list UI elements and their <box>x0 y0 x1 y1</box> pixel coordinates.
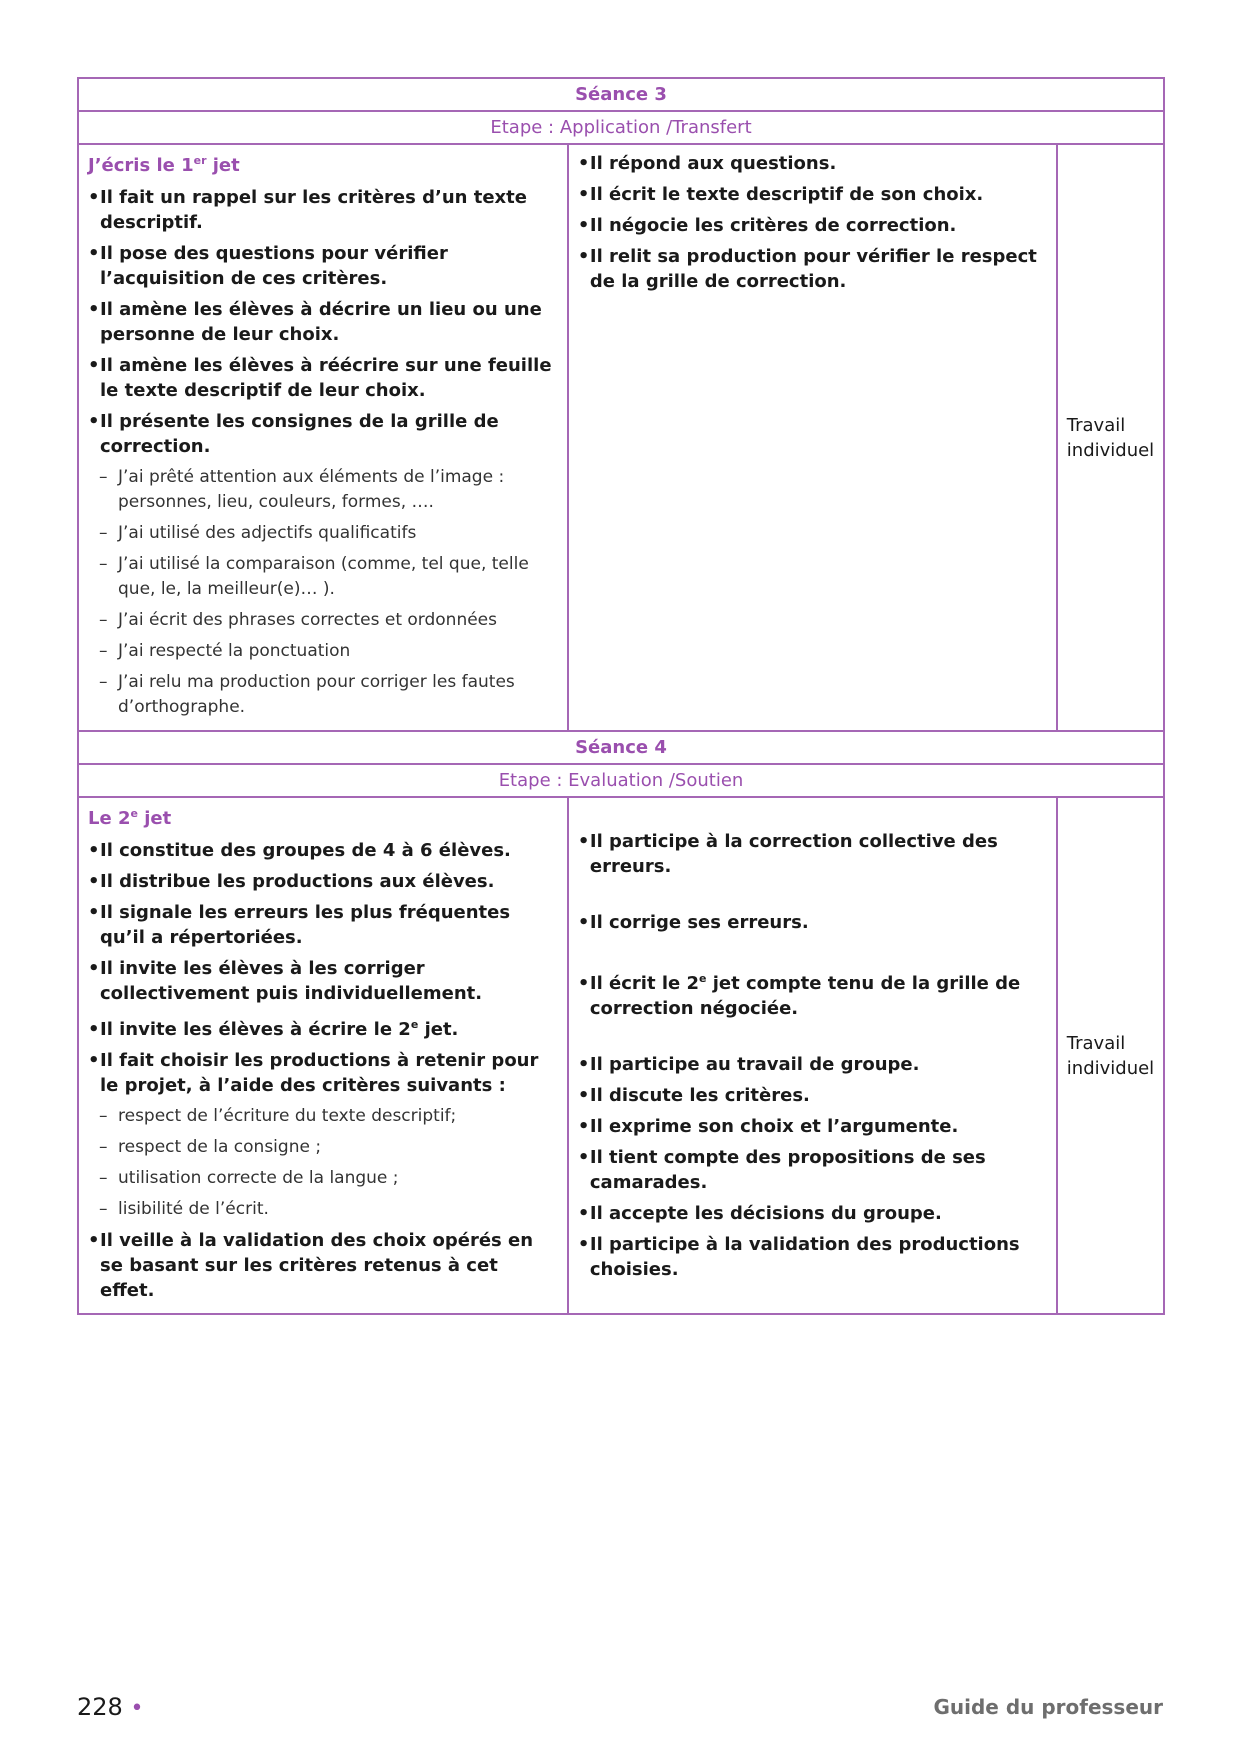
criteria-item: – J’ai écrit des phrases correctes et ordonnées <box>88 608 558 633</box>
teacher-bullet: • Il amène les élèves à réécrire sur une feuille le texte descriptif de leur choix. <box>88 353 558 403</box>
criteria-item: – J’ai utilisé des adjectifs qualificatifs <box>88 521 558 546</box>
title-tail: jet <box>206 155 240 176</box>
teacher-bullet: • Il distribue les productions aux élèves. <box>88 869 558 894</box>
student-bullet: • Il participe à la correction collective des erreurs. <box>578 829 1047 879</box>
student-bullet: • Il exprime son choix et l’argumente. <box>578 1114 1047 1139</box>
etape-4-row <box>78 764 1164 797</box>
etape-3-heading: Etape : Application /Transfert <box>78 111 1164 144</box>
spacer <box>578 941 1047 966</box>
title-text: J’écris le 1 <box>88 155 194 176</box>
title-sup: er <box>193 154 207 167</box>
student-bullet: • Il accepte les décisions du groupe. <box>578 1201 1047 1226</box>
spacer <box>578 804 1047 829</box>
bullet-tail: jet. <box>418 1019 459 1040</box>
student-bullet: • Il écrit le texte descriptif de son choix. <box>578 182 1047 207</box>
criteria-item: – respect de l’écriture du texte descriptif; <box>88 1104 558 1129</box>
seance-4-title <box>88 804 558 829</box>
teacher-bullet <box>88 1012 558 1042</box>
student-bullet: • Il discute les critères. <box>578 1083 1047 1108</box>
title-tail: jet <box>137 808 172 829</box>
seance-3-title <box>88 151 558 176</box>
spacer <box>578 1027 1047 1052</box>
teacher-bullet: • Il signale les erreurs les plus fréquentes qu’il a répertoriées. <box>88 900 558 950</box>
student-bullet: • Il participe au travail de groupe. <box>578 1052 1047 1077</box>
bullet-sup: e <box>410 1018 419 1031</box>
teacher-bullet: • Il pose des questions pour vérifier l’acquisition de ces critères. <box>88 241 558 291</box>
title-sup: e <box>130 807 138 820</box>
criteria-item: – J’ai respecté la ponctuation <box>88 639 558 664</box>
page-number <box>77 1693 143 1721</box>
book-title: Guide du professeur <box>933 1695 1163 1719</box>
work-mode: Travail individuel <box>1066 414 1155 461</box>
student-bullet: • Il relit sa production pour vérifier le respect de la grille de correction. <box>578 244 1047 294</box>
criteria-item: – J’ai utilisé la comparaison (comme, tel que, telle que, le, la meilleur(e)… ). <box>88 552 558 602</box>
footer-dot: • <box>130 1696 144 1721</box>
teacher-bullet: • Il fait un rappel sur les critères d’un texte descriptif. <box>88 185 558 235</box>
student-bullet: • Il tient compte des propositions de ses camarades. <box>578 1145 1047 1195</box>
teacher-bullet: • Il constitue des groupes de 4 à 6 élèves. <box>88 838 558 863</box>
bullet-text: Il invite les élèves à écrire le 2 <box>100 1019 411 1040</box>
seance-4-content-row <box>78 797 1164 1314</box>
work-mode: Travail individuel <box>1066 1032 1155 1079</box>
seance-3-student-cell <box>568 144 1057 731</box>
student-bullet: • Il négocie les critères de correction. <box>578 213 1047 238</box>
seance-4-row <box>78 731 1164 764</box>
bullet-tail: jet compte tenu de la grille de correction négociée. <box>589 973 1021 1019</box>
bullet-sup: e <box>699 972 707 985</box>
seance-4-mode-cell <box>1057 797 1164 1314</box>
criteria-item: – respect de la consigne ; <box>88 1135 558 1160</box>
student-bullet: • Il participe à la validation des productions choisies. <box>578 1232 1047 1282</box>
teacher-bullet: • Il présente les consignes de la grille de correction. <box>88 409 558 459</box>
criteria-item: – lisibilité de l’écrit. <box>88 1197 558 1222</box>
title-text: Le 2 <box>88 808 131 829</box>
lesson-table <box>77 77 1165 1315</box>
etape-3-row <box>78 111 1164 144</box>
seance-3-row <box>78 78 1164 111</box>
seance-3-heading: Séance 3 <box>78 78 1164 111</box>
seance-4-teacher-cell <box>78 797 568 1314</box>
teacher-bullet: • Il veille à la validation des choix opérés en se basant sur les critères retenus à cet effet. <box>88 1228 558 1303</box>
criteria-item: – utilisation correcte de la langue ; <box>88 1166 558 1191</box>
teacher-bullet: • Il amène les élèves à décrire un lieu ou une personne de leur choix. <box>88 297 558 347</box>
criteria-item: – J’ai prêté attention aux éléments de l’image : personnes, lieu, couleurs, formes, …. <box>88 465 558 515</box>
seance-3-teacher-cell <box>78 144 568 731</box>
seance-4-heading: Séance 4 <box>78 731 1164 764</box>
seance-4-student-cell <box>568 797 1057 1314</box>
student-bullet: • Il répond aux questions. <box>578 151 1047 176</box>
seance-3-mode-cell <box>1057 144 1164 731</box>
seance-3-content-row <box>78 144 1164 731</box>
teacher-bullet: • Il fait choisir les productions à retenir pour le projet, à l’aide des critères suivants : <box>88 1048 558 1098</box>
criteria-item: – J’ai relu ma production pour corriger les fautes d’orthographe. <box>88 670 558 720</box>
spacer <box>578 885 1047 910</box>
page-number-text: 228 <box>77 1693 123 1721</box>
student-bullet <box>578 966 1047 1021</box>
student-bullet: • Il corrige ses erreurs. <box>578 910 1047 935</box>
bullet-text: Il écrit le 2 <box>589 973 699 994</box>
etape-4-heading: Etape : Evaluation /Soutien <box>78 764 1164 797</box>
teacher-bullet: • Il invite les élèves à les corriger collectivement puis individuellement. <box>88 956 558 1006</box>
